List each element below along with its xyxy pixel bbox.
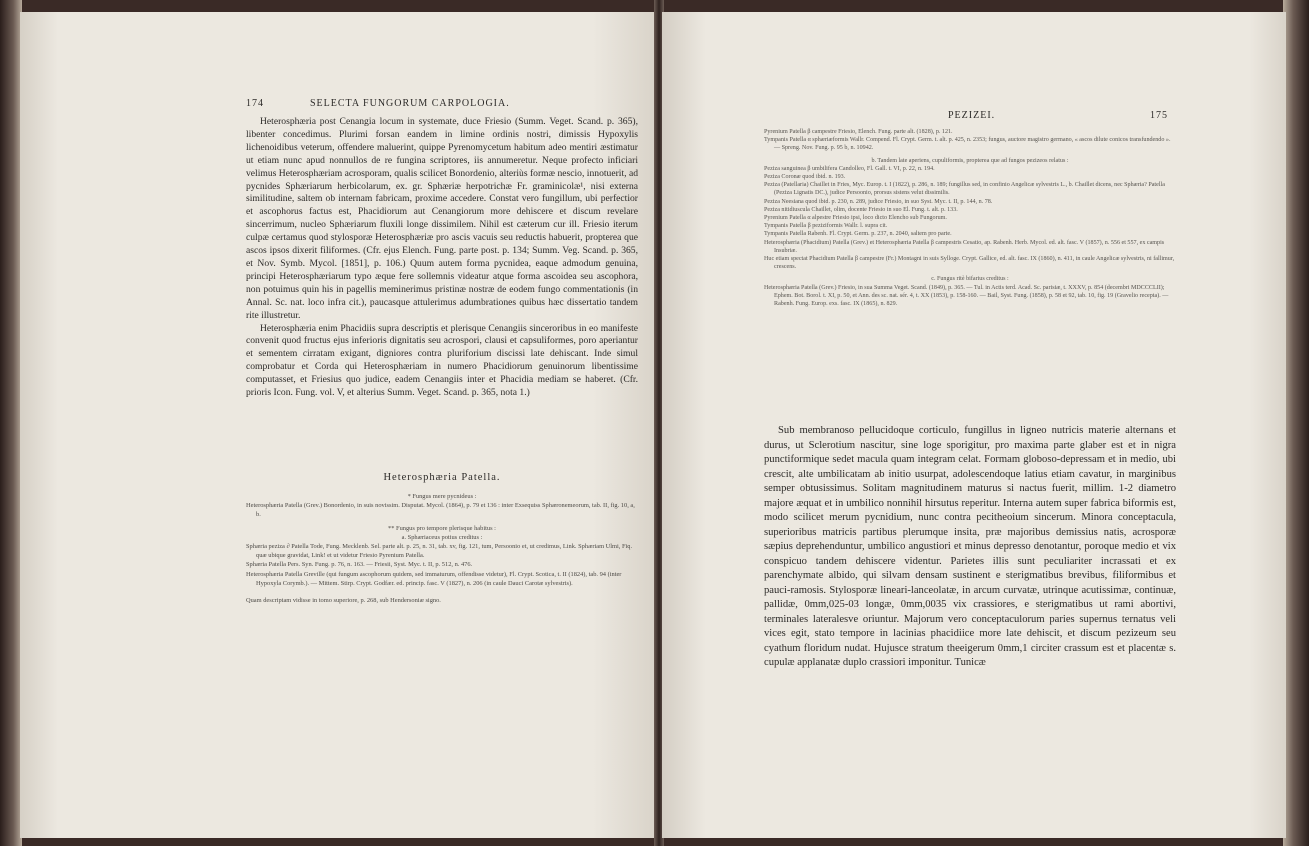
footnote-entry: Peziza nitidiuscula Chaillet, olim, docente Friesio in suo El. Fung. t. alt. p. 133. [764,206,958,213]
page-number-left: 174 [246,98,264,109]
left-page [20,12,656,838]
footnote-entry: Sphæria Patella Pers. Syn. Fung. p. 76, n. 163. — Friesii, Syst. Myc. t. II, p. 512, n. 476. [246,561,473,569]
footnote-entry: Sphæria peziza ∂ Patella Tode, Fung. Mecklenb. Sel. parte alt. p. 25, n. 31, tab. xv, fig. 121, tum, Persoonio et, ut credimus, Link. Sphæriam Ulmi, Fiq. quæ ubique gravidat, Link! et ut videtur Friesio Pyrenium Patella. [246,543,633,560]
footnote-entry: Tympanis Patella α sphæriæformis Wallr. Compend. Fl. Crypt. Germ. t. alt. p. 425, n. 2353; fungus, auctore magistro germano, « ascos dilute conicos transfundendo ». — Spreng. Nov. Fung. p. 95 b, n. 10942. [764,137,1171,152]
footnote-entry: Huc etiam spectat Phacidium Patella β campestre (Fr.) Montagni in suis Sylloge. Crypt. Gallice, ed. alt. fasc. IX (1860), n. 411, in caule Angelicæ sylvestris, ni fallimur, crescens. [764,256,1175,271]
footnote-entry: Pyrenium Patella β campestre Friesio, Elench. Fung. parte alt. (1828), p. 121. [764,129,953,135]
running-head-left: SELECTA FUNGORUM CARPOLOGIA. [310,98,510,109]
footnote-entry: Peziza Neesiana quod ibid. p. 230, n. 289, judice Friesio, in suo Syst. Myc. t. II, p. 144, n. 78. [764,198,993,205]
footnote-heading: * Fungus mere pycnideus : [407,493,477,500]
book-edge-left [0,0,22,846]
right-body-text [764,424,1176,671]
footnote-entry: Heterosphæria Patella Greville (qui fungum ascophorum quidem, sed immaturum, offendisse videtur), Fl. Crypt. Scotica, t. II (1824), tab. 94 (inter Hypoxyla Corymb.). — Mittem. Stirp. Crypt. Godfær. ed. princip. fasc. V (1827), n. 206 (in caule Dauci Carotæ sylvestris). [246,570,622,587]
footnote-subheading: b. Tandem late aperiens, cupuliformis, propterea que ad fungos pezizeos relatus : [871,157,1069,164]
footnote-heading: ** Fungus pro tempore plerisque habitus : [388,524,496,532]
left-footnotes [246,492,638,605]
footnote-entry: Heterosphæria Patella (Grev.) Bonordenio, in suis novissim. Disputat. Mycol. (1864), p. 79 et 136 : inter Exsequiss Sphæronemeorum, tab. II, fig. 10, a, b. [246,502,635,519]
right-page [662,12,1286,838]
footnote-entry: Tympanis Patella β peziziformis Wallr. l. supra cit. [764,223,888,230]
footnote-subheading: a. Sphæriaceus potius creditus : [401,533,483,541]
section-title: Heterosphæria Patella. [383,472,501,483]
footnote-entry: Peziza Coronæ quod ibid. n. 193. [764,174,846,181]
footnote-subheading: c. Fungus ritè bifarius creditus : [931,276,1009,283]
footnote-entry: Heterosphæria Patella (Grev.) Friesio, in sua Summa Veget. Scand. (1849), p. 365. — Tul. in Actis terd. Acad. Sc. parisiæ, t. XXXV, p. 854 (decembri MDCCCLII); Ephem. Bot. Borol. t. XI, p. 50, et Ann. des sc. nat. sér. 4, t. XX (1853), p. 158-160. — Bail, Syst. Fung. (1858), p. 58 et 92, tab. 10, fig. 19 (Gravelio recepta). — Rabenh. Fung. Europ. exs. fasc. IX (1865), n. 829. [764,284,1169,308]
footnote-entry: Peziza sanguinea β umbilifera Candolleo, Fl. Gall. t. VI, p. 22, n. 194. [764,165,935,172]
book-edge-right [1283,0,1309,846]
footnote-entry: Pyrenium Patella α alpestre Friesio ipsi, loco dicto Elencho sub Fungorum. [764,215,947,222]
left-body-text [246,116,638,400]
footnote-entry: Tympanis Patella Rabenh. Fl. Crypt. Germ. p. 237, n. 2040, saltem pro parte. [764,231,952,238]
footnote-note: Quam descriptam vidisse in tomo superiore, p. 268, sub Hendersoniæ signo. [246,597,441,605]
paragraph: Sub membranoso pellucidoque corticulo, fungillus in ligneo nutricis materie alternans et durus, ut Sclerotium nascitur, sine loge sporigitur, pro maxima parte glaber est et in nigra punctiformique sedet macula quam integram celat. Formam globoso-depressam et in medio, ubi crescit, alte umbilicatam ab initio usurpat, adolescendoque latius etiam cavatur, in marginibus semper obtusissimus. Solitam magnitudinem maturus si nactus fuerit, millim. 1-2 diametro majore æquat et in umbilico nonnihil hirsutus reperitur. Interna autem super fabrica biformis est, modo scilicet merum pycnidium, nunc contra pecitheoium sincerum. Minora conceptacula, superioribus matricis partibus plerumque insita, præ majoribus demissius natis, acrosporæ sæpius deprehenduntur, umbilico angustiori et minus depresso denotantur, poroque medio et vix conspicuo tandem dehiscere videntur. Parietes illis sunt peculiariter incrassati et ex parenchymate albido, qui silvam densam sustinent e sterigmatibus brevibus, filiformibus et pauci-ramosis. Stylosporæ lineari-lanceolatæ, in arcum curvatæ, utrinque acutissimæ, continuæ, pallidæ, 0mm,025-03 longæ, 0mm,0035 vix crassiores, e sterigmatibus ut rami abortivi, terminales lateralesve oriuntur. Majorum vero conceptaculorum paries supernus ternatus veli vices egit, stato tempore in lacinias phacidiice more late dehiscit, et discum pezizeum seu cyathum floridum nudat. Hujusce stratum theeigerum 0mm,1 circiter crassum est et placentæ s. cupulæ applanatæ duplo crassiori imponitur. Tunicæ [764,425,1176,668]
right-footnotes [764,128,1176,308]
footnote-entry: Heterosphæria (Phacidium) Patella (Grev.) et Heterosphæria Patella β campestris Cesatio, ap. Rabenh. Herb. Mycol. ed. alt. fasc. V (1857), n. 556 et 557, ex campis Insubriæ. [764,239,1165,254]
paragraph: Heterosphæria post Cenangia locum in systemate, duce Friesio (Summ. Veget. Scand. p. 365), libenter concedimus. Plurimi forsan eandem in limine ordinis nostri, dimissis Hypoxylis lichenoidibus veterum, offendere maluerint, quippe Pyrenomycetum habitum adeo mentiri æstimatur ut etiam nunc apud nonnullos de re fungina scriptores, iis annumeretur. Neque profecto inficiari velimus Heterosphæriam acrosporam, qualis scilicet Bonordenio, alteriùs formæ nescio, innotuerit, ad pycnides Sphæriarum herbicolarum, ex. gr. Sphæriæ herpotrichæ Fr. graminicolæ¹, nisi externa similitudine, saltem ob internam fabricam, proxime accedere. Constat vero fungillum, ubi perfectior et ascophorus factus est, Phacidiorum aut Cenangiorum more dehiscere et discum revelare sincerrimum, nucleo Sphæriarum fluxili longe dissimilem. Nihil est cæterum cur ill. Friesio iterum culpæ certamus quod stylosporæ Heterosphæriæ pro ascis vacuis seu reductis habuerit, propterea que ascos ipsos dixerit filiformes. (Cfr. ejus Elench. Fung. parte post. p. 134; Summ. Veg. Scand. p. 365, et Nov. Symb. Mycol. [1851], p. 106.) Quum autem forma pycnidea, eaque admodum genuina, principi Heterosphæriarum typo æque fere sollemnis videatur atque forma ascoidea seu ascophora, non potuimus quin his in pagellis meminerimus pristinæ nostræ de eodem fungo commentationis (in Annal. Sc. nat. loco infra cit.), paucasque attulerimus adumbrationes quibus hæc dissertatio tandem rite illustretur. [246,116,638,321]
footnote-entry: Peziza (Patellaria) Chaillet in Fries, Myc. Europ. t. I (1822), p. 286, n. 189; fungillus sed, in confinio Angelicæ sylvestris L., b. Chaillet dicens, nec Sphæria? Patella (Peziza Lignatis DC.), judice Persoonio, prorsus sistens velut dissimilis. [764,182,1165,197]
running-head-right: PEZIZEI. [948,110,996,121]
page-number-right: 175 [1150,110,1168,121]
paragraph: Heterosphæria enim Phacidiis supra descriptis et plerisque Cenangiis sinceroribus in eo manifeste convenit quod fructus ejus inferioris dignitatis seu acrospori, clausi et capsuliformes, poro aperiantur et sementem cirratam exigant, digniores contra pluriforium discissi late dehiscant. Inde simul comprobatur et Corda qui Heterosphæriam in numero Phacidiorum genuinorum libentissime computasset, et Friesius quo judice, eadem Cenangiis inter et Phacidia mediam se haberet. (Cfr. prioris Icon. Fung. vol. V, et alterius Summ. Veget. Scand. p. 365, nota 1.) [246,322,638,399]
